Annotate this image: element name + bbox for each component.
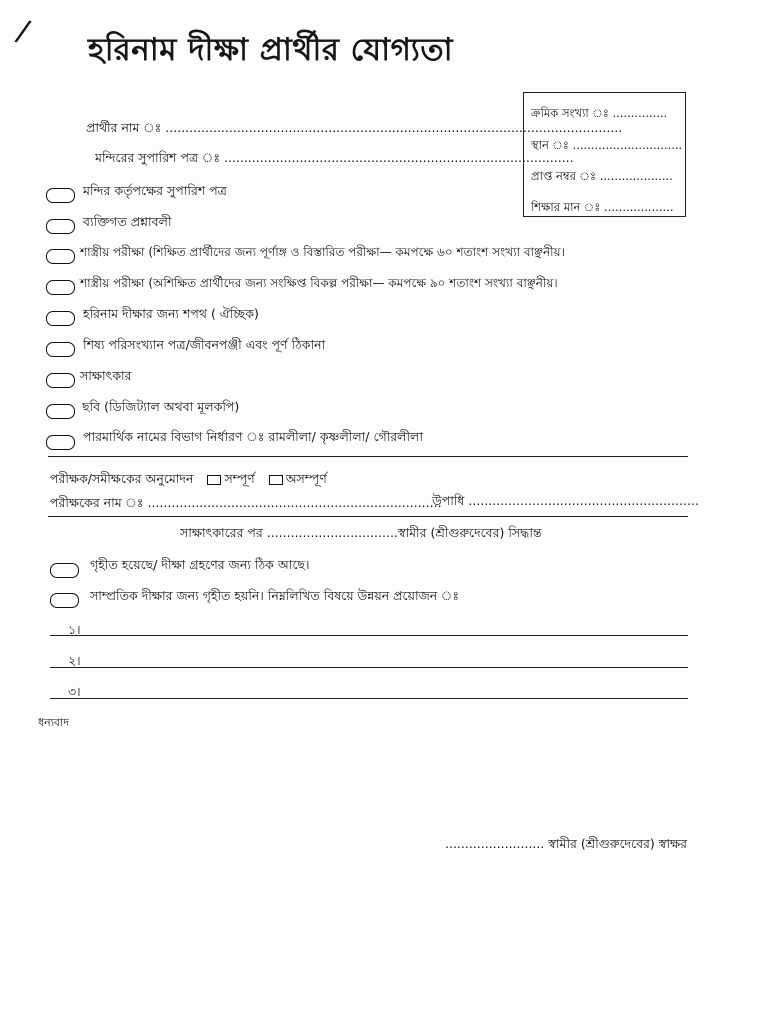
- education-level-field[interactable]: শিক্ষার মান ঃ ...................: [531, 200, 674, 214]
- thanks-text: ধন্যবাদ: [38, 716, 70, 729]
- temple-recommendation-field[interactable]: মন্দিরের সুপারিশ পত্র ঃ ........................................................................................: [95, 150, 574, 165]
- checklist-item-label: শাস্ত্রীয় পরীক্ষা (অশিক্ষিত প্রার্থীদের জন্য সংক্ষিপ্ত বিকল্প পরীক্ষা— কমপক্ষে ৯০ শতাংশ সংখ্যা বাঞ্ছনীয়।: [80, 276, 558, 290]
- checkbox-spiritual-name[interactable]: [46, 435, 75, 450]
- complete-label: সম্পূর্ণ: [224, 471, 255, 486]
- pen-mark: /: [12, 13, 34, 50]
- checklist-item-label: শিষ্য পরিসংখ্যান পত্র/জীবনপঞ্জী এবং পূর্ণ ঠিকানা: [83, 337, 326, 352]
- checkbox-not-accepted[interactable]: [50, 593, 79, 608]
- place-field[interactable]: স্থান ঃ ..............................: [531, 138, 683, 152]
- checklist-item-label: ব্যক্তিগত প্রশ্নাবলী: [83, 214, 172, 229]
- serial-number-field[interactable]: ক্রমিক সংখ্যা ঃ ...............: [531, 106, 668, 120]
- checklist-item-label: হরিনাম দীক্ষার জন্য শপথ ( ঐচ্ছিক): [83, 306, 259, 321]
- checklist-item-label: মন্দির কর্তৃপক্ষের সুপারিশ পত্র: [83, 183, 227, 198]
- checkbox-incomplete[interactable]: [269, 475, 283, 485]
- examiner-title-field[interactable]: উপাধি ..........................................................: [432, 493, 699, 508]
- checkbox-photo[interactable]: [46, 404, 75, 419]
- checkbox-accepted[interactable]: [50, 563, 79, 578]
- examiner-approval-row: [50, 471, 327, 491]
- improvement-line[interactable]: [50, 635, 688, 636]
- checklist-item-label: ছবি (ডিজিট্যাল অথবা মূলকপি): [82, 399, 240, 414]
- improvement-item-number: ২।: [68, 653, 81, 668]
- checklist-item-label: পারমার্থিক নামের বিভাগ নির্ধারণ ঃ রামলীলা/ কৃষ্ণলীলা/ গৌরলীলা: [83, 429, 424, 444]
- checkbox-disciple-statistics[interactable]: [46, 342, 75, 357]
- section-divider: [48, 456, 688, 457]
- improvement-item-number: ১।: [68, 622, 81, 637]
- page-title: হরিনাম দীক্ষা প্রার্থীর যোগ্যতা: [88, 32, 454, 68]
- candidate-name-field[interactable]: প্রার্থীর নাম ঃ ...................................................................................................................: [86, 120, 623, 135]
- improvement-item-number: ৩।: [68, 684, 81, 699]
- improvement-line[interactable]: [50, 667, 688, 668]
- decision-accepted-label: গৃহীত হয়েছে/ দীক্ষা গ্রহণের জন্য ঠিক আছে।: [90, 557, 310, 572]
- checklist-item-label: শাস্ত্রীয় পরীক্ষা (শিক্ষিত প্রার্থীদের জন্য পূর্ণাঙ্গ ও বিস্তারিত পরীক্ষা— কমপক্ষে ৬০ শতাংশ সংখ্যা বাঞ্ছনীয়।: [80, 245, 565, 259]
- checkbox-complete[interactable]: [207, 475, 221, 485]
- improvement-line[interactable]: [50, 698, 688, 699]
- incomplete-label: অসম্পূর্ণ: [285, 471, 327, 486]
- checkbox-vow[interactable]: [46, 311, 75, 326]
- examiner-approval-label: পরীক্ষক/সমীক্ষকের অনুমোদন: [50, 471, 194, 486]
- marks-obtained-field[interactable]: প্রাপ্ত নম্বর ঃ ....................: [531, 169, 673, 183]
- decision-not-accepted-label: সাম্প্রতিক দীক্ষার জন্য গৃহীত হয়নি। নিম্নলিখিত বিষয়ে উন্নয়ন প্রয়োজন ঃ: [90, 588, 460, 603]
- examiner-name-field[interactable]: পরীক্ষকের নাম ঃ ..........................................................................: [50, 495, 442, 510]
- checkbox-interview[interactable]: [46, 373, 75, 388]
- post-interview-decision-heading[interactable]: সাক্ষাৎকারের পর .................................স্বামীর (শ্রীগুরুদেবের) সিদ্ধান্ত: [180, 525, 542, 540]
- checkbox-scripture-exam-uneducated[interactable]: [46, 280, 75, 295]
- checkbox-personal-questionnaire[interactable]: [46, 219, 75, 234]
- section-divider: [48, 516, 688, 517]
- checkbox-scripture-exam-educated[interactable]: [46, 249, 75, 264]
- checklist-item-label: সাক্ষাৎকার: [80, 368, 132, 383]
- signature-field[interactable]: ......................... স্বামীর (শ্রীগুরুদেবের) স্বাক্ষর: [445, 836, 687, 851]
- checkbox-temple-letter[interactable]: [46, 188, 75, 203]
